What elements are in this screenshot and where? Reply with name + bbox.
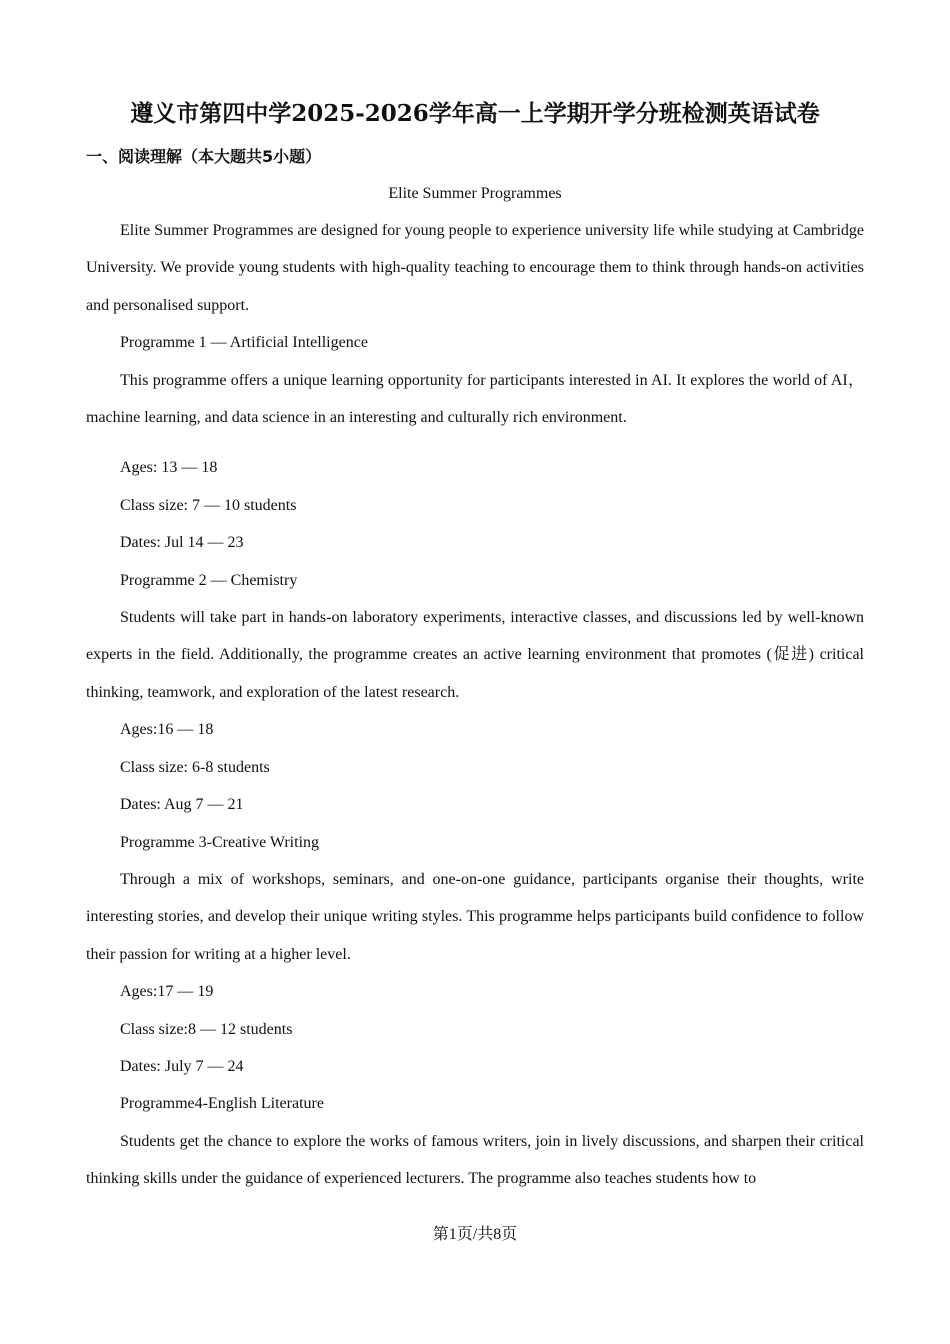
programme-2-ages: Ages:16 — 18 xyxy=(120,721,214,739)
programme-3-class-size: Class size:8 — 12 students xyxy=(120,1020,293,1038)
programme-2-class-size: Class size: 6-8 students xyxy=(120,758,270,776)
programme-1-dates: Dates: Jul 14 — 23 xyxy=(120,534,244,552)
programme-3-ages: Ages:17 — 19 xyxy=(120,983,214,1001)
page-footer: 第1页/共8页 xyxy=(432,1226,518,1243)
passage-body xyxy=(86,212,864,1198)
programme-4-heading: Programme4-English Literature xyxy=(120,1095,324,1113)
programme-2-heading: Programme 2 — Chemistry xyxy=(120,571,298,589)
intro-paragraph: Elite Summer Programmes are designed for young people to experience university life while studying at Cambridge University. We provide young students with high-quality teaching to encourage them to think through hands-on activities and personalised support. xyxy=(86,222,864,314)
programme-1-description: This programme offers a unique learning opportunity for participants interested in AI. It explores the world of AI， machine learning, and data science in an interesting and culturally rich environment. xyxy=(86,371,864,427)
programme-3-description: Through a mix of workshops, seminars, and one-on-one guidance, participants organise their thoughts, write interesting stories, and develop their unique writing styles. This programme helps participants build confidence to follow their passion for writing at a higher level. xyxy=(86,870,864,963)
programme-4-description: Students get the chance to explore the works of famous writers, join in lively discussions, and sharpen their critical thinking skills under the guidance of experienced lecturers. The programme also teaches students how to xyxy=(86,1132,864,1188)
section-heading: 一、阅读理解（本大题共5小题） xyxy=(86,147,322,166)
exam-title: 遵义市第四中学2025-2026学年高一上学期开学分班检测英语试卷 xyxy=(130,100,820,127)
programme-1-ages: Ages: 13 — 18 xyxy=(120,459,218,477)
programme-3-heading: Programme 3-Creative Writing xyxy=(120,833,320,851)
programme-1-class-size: Class size: 7 — 10 students xyxy=(120,496,297,514)
programme-2-dates: Dates: Aug 7 — 21 xyxy=(120,796,244,814)
programme-1-heading: Programme 1 — Artificial Intelligence xyxy=(120,334,368,352)
passage-title: Elite Summer Programmes xyxy=(388,185,562,202)
programme-2-description: Students will take part in hands-on laboratory experiments, interactive classes, and discussions led by well-known experts in the field. Additionally, the programme creates an active learning environment that promotes (促进) critical thinking, teamwork, and exploration of the latest research. xyxy=(86,609,864,701)
programme-3-dates: Dates: July 7 — 24 xyxy=(120,1057,244,1075)
